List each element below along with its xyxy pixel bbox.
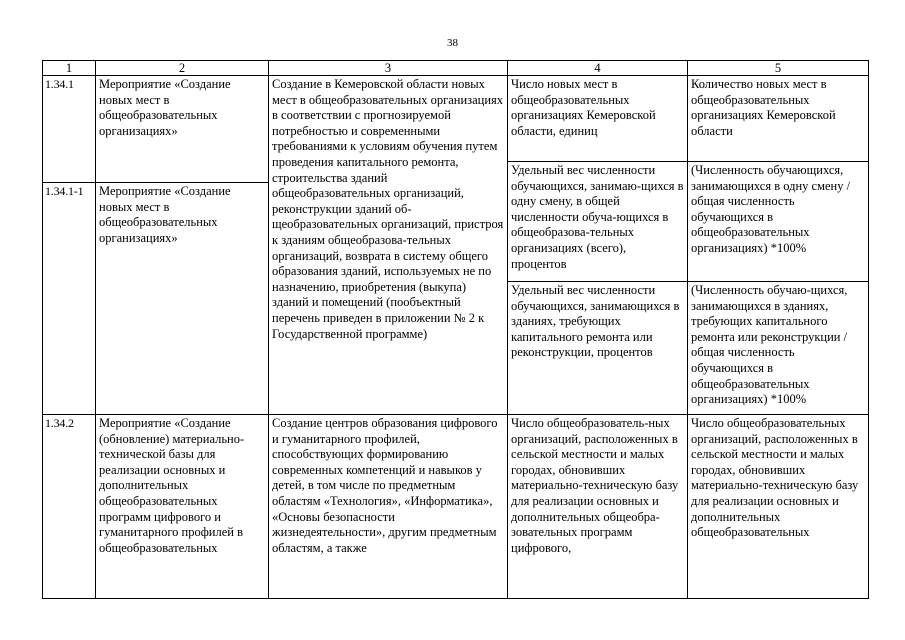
indicator-cell	[508, 415, 688, 599]
row-number-cell: 1.34.1-1	[43, 183, 96, 415]
column-header-3: 3	[269, 61, 508, 76]
activity-description-cell	[269, 415, 508, 599]
indicator-cell: Удельный вес численности обучающихся, занимаю-щихся в одну смену, в общей численности обуча-ющихся в общеобразова-тельных организациях (всего), процентов	[508, 162, 688, 282]
activity-name-cell: Мероприятие «Создание новых мест в общеобразовательных организациях»	[96, 183, 269, 415]
column-header-4: 4	[508, 61, 688, 76]
activity-name-cell: Мероприятие «Создание новых мест в общеобразовательных организациях»	[96, 76, 269, 183]
table-row	[43, 415, 869, 599]
formula-cell: (Численность обучаю-щихся, занимающихся в зданиях, требующих капитального ремонта или реконструкции / общая численность обучающихся в общеобразовательных организациях) *100%	[688, 282, 869, 415]
formula-cell: Количество новых мест в общеобразовательных организациях Кемеровской области	[688, 76, 869, 162]
column-number-row	[43, 61, 869, 76]
activity-name-cell	[96, 415, 269, 599]
table-row	[43, 76, 869, 162]
formula: Число общеобразовательных организаций, расположенных в сельской местности и малых городах, обновивших материально-техническую базу для реализации основных и дополнительных общеобразовательных	[691, 416, 859, 540]
activity-name: Мероприятие «Создание (обновление) материально-технической базы для реализации основных и дополнительных общеобразовательных программ цифрового и гуманитарного профилей в общеобразовательных	[99, 416, 245, 555]
indicator-cell: Число новых мест в общеобразовательных организациях Кемеровской области, единиц	[508, 76, 688, 162]
column-header-5: 5	[688, 61, 869, 76]
formula-cell: (Численность обучающихся, занимающихся в одну смену / общая численность обучающихся в общеобразовательных организациях) *100%	[688, 162, 869, 282]
column-header-1: 1	[43, 61, 96, 76]
indicator: Число общеобразователь-ных организаций, расположенных в сельской местности и малых городах, обновивших материально-техническую базу для реализации основных и дополнительных общеобра-зовательных программ цифрового,	[511, 416, 679, 555]
activity-description-cell: Создание в Кемеровской области новых мест в общеобразовательных организациях в соответствии с прогнозируемой потребностью и современными требованиями к условиям обучения путем проведения капитального ремонта, строительства зданий общеобразовательных организаций, реконструкции зданий об-щеобразовательных организаций, пристроя к зданиям общеобразова-тельных организаций, возврата в систему общего образования зданий, используемых не по назначению, приобретения (выкупа) зданий и помещений (пообъектный перечень приведен в приложении № 2 к Государственной программе)	[269, 76, 508, 415]
row-number-cell: 1.34.1	[43, 76, 96, 183]
page-number: 38	[447, 37, 458, 49]
indicator-cell: Удельный вес численности обучающихся, занимающихся в зданиях, требующих капитального ремонта или реконструкции, процентов	[508, 282, 688, 415]
row-number-cell	[43, 415, 96, 599]
column-header-2: 2	[96, 61, 269, 76]
activity-description: Создание центров образования цифрового и гуманитарного профилей, способствующих формированию современных компетенций и навыков у детей, в том числе по предметным областям «Технология», «Информатика», «Основы безопасности жизнедеятельности», другим предметным областям, а также	[272, 416, 498, 555]
formula-cell	[688, 415, 869, 599]
row-number: 1.34.2	[45, 416, 74, 430]
activities-table	[42, 60, 869, 599]
